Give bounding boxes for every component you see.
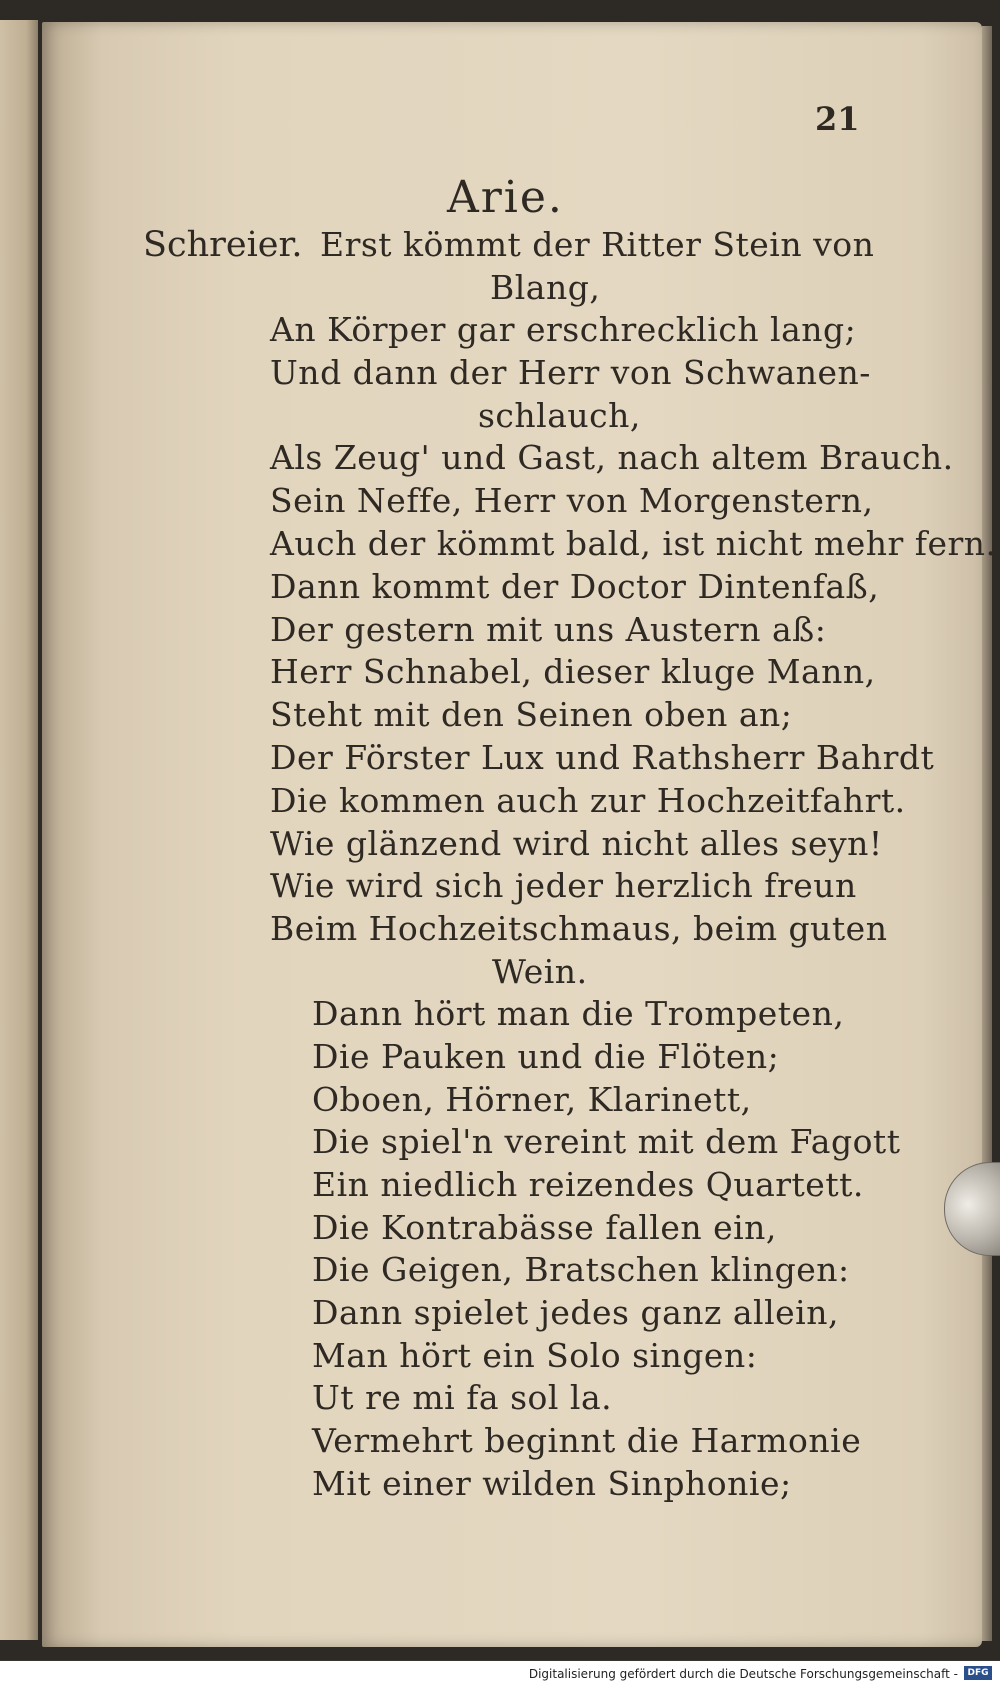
verse-line: Oboen, Hörner, Klarinett, xyxy=(312,1080,752,1119)
verse-line: Auch der kömmt bald, ist nicht mehr fern. xyxy=(270,524,997,563)
verse-line: Wein. xyxy=(492,952,588,991)
verse-line: Dann hört man die Trompeten, xyxy=(312,994,845,1033)
verse-line: Der gestern mit uns Austern aß: xyxy=(270,610,827,649)
digitization-footer xyxy=(0,1661,1000,1686)
verse-line: Wie glänzend wird nicht alles seyn! xyxy=(270,824,883,863)
verse-line: Beim Hochzeitschmaus, beim guten xyxy=(270,909,888,948)
verse-line: schlauch, xyxy=(478,396,641,435)
verse-line: Die Kontrabässe fallen ein, xyxy=(312,1208,777,1247)
verse-line: Und dann der Herr von Schwanen- xyxy=(270,353,871,392)
aria-heading: Arie. xyxy=(447,172,564,223)
footer-credit: Digitalisierung gefördert durch die Deutsche Forschungsgemeinschaft - xyxy=(528,1667,958,1681)
verse-line: Erst kömmt der Ritter Stein von xyxy=(320,225,875,264)
verse-line: Steht mit den Seinen oben an; xyxy=(270,695,793,734)
verse-line: Dann kommt der Doctor Dintenfaß, xyxy=(270,567,880,606)
right-page-edge xyxy=(982,26,992,1641)
verse-line: An Körper gar erschrecklich lang; xyxy=(270,310,857,349)
verse-line: Man hört ein Solo singen: xyxy=(312,1336,758,1375)
verse-line: Dann spielet jedes ganz allein, xyxy=(312,1293,839,1332)
verse-line: Als Zeug' und Gast, nach altem Brauch. xyxy=(270,438,954,477)
left-page-edge xyxy=(0,20,38,1640)
verse-line: Herr Schnabel, dieser kluge Mann, xyxy=(270,652,876,691)
verse-line: Vermehrt beginnt die Harmonie xyxy=(312,1421,862,1460)
verse-line: Die Geigen, Bratschen klingen: xyxy=(312,1250,850,1289)
verse-line: Die Pauken und die Flöten; xyxy=(312,1037,780,1076)
verse-line: Mit einer wilden Sinphonie; xyxy=(312,1464,792,1503)
verse-line: Wie wird sich jeder herzlich freun xyxy=(270,866,857,905)
verse-line: Sein Neffe, Herr von Morgenstern, xyxy=(270,481,874,520)
verse-line: Blang, xyxy=(490,268,601,307)
verse-line: Die spiel'n vereint mit dem Fagott xyxy=(312,1122,901,1161)
verse-line: Der Förster Lux und Rathsherr Bahrdt xyxy=(270,738,935,777)
verse-line: Ein niedlich reizendes Quartett. xyxy=(312,1165,864,1204)
verse-line: Die kommen auch zur Hochzeitfahrt. xyxy=(270,781,906,820)
verse-line: Ut re mi fa sol la. xyxy=(312,1378,613,1417)
dfg-logo: DFG xyxy=(964,1666,992,1680)
page-number: 21 xyxy=(815,100,860,138)
speaker-name: Schreier. xyxy=(143,225,303,265)
